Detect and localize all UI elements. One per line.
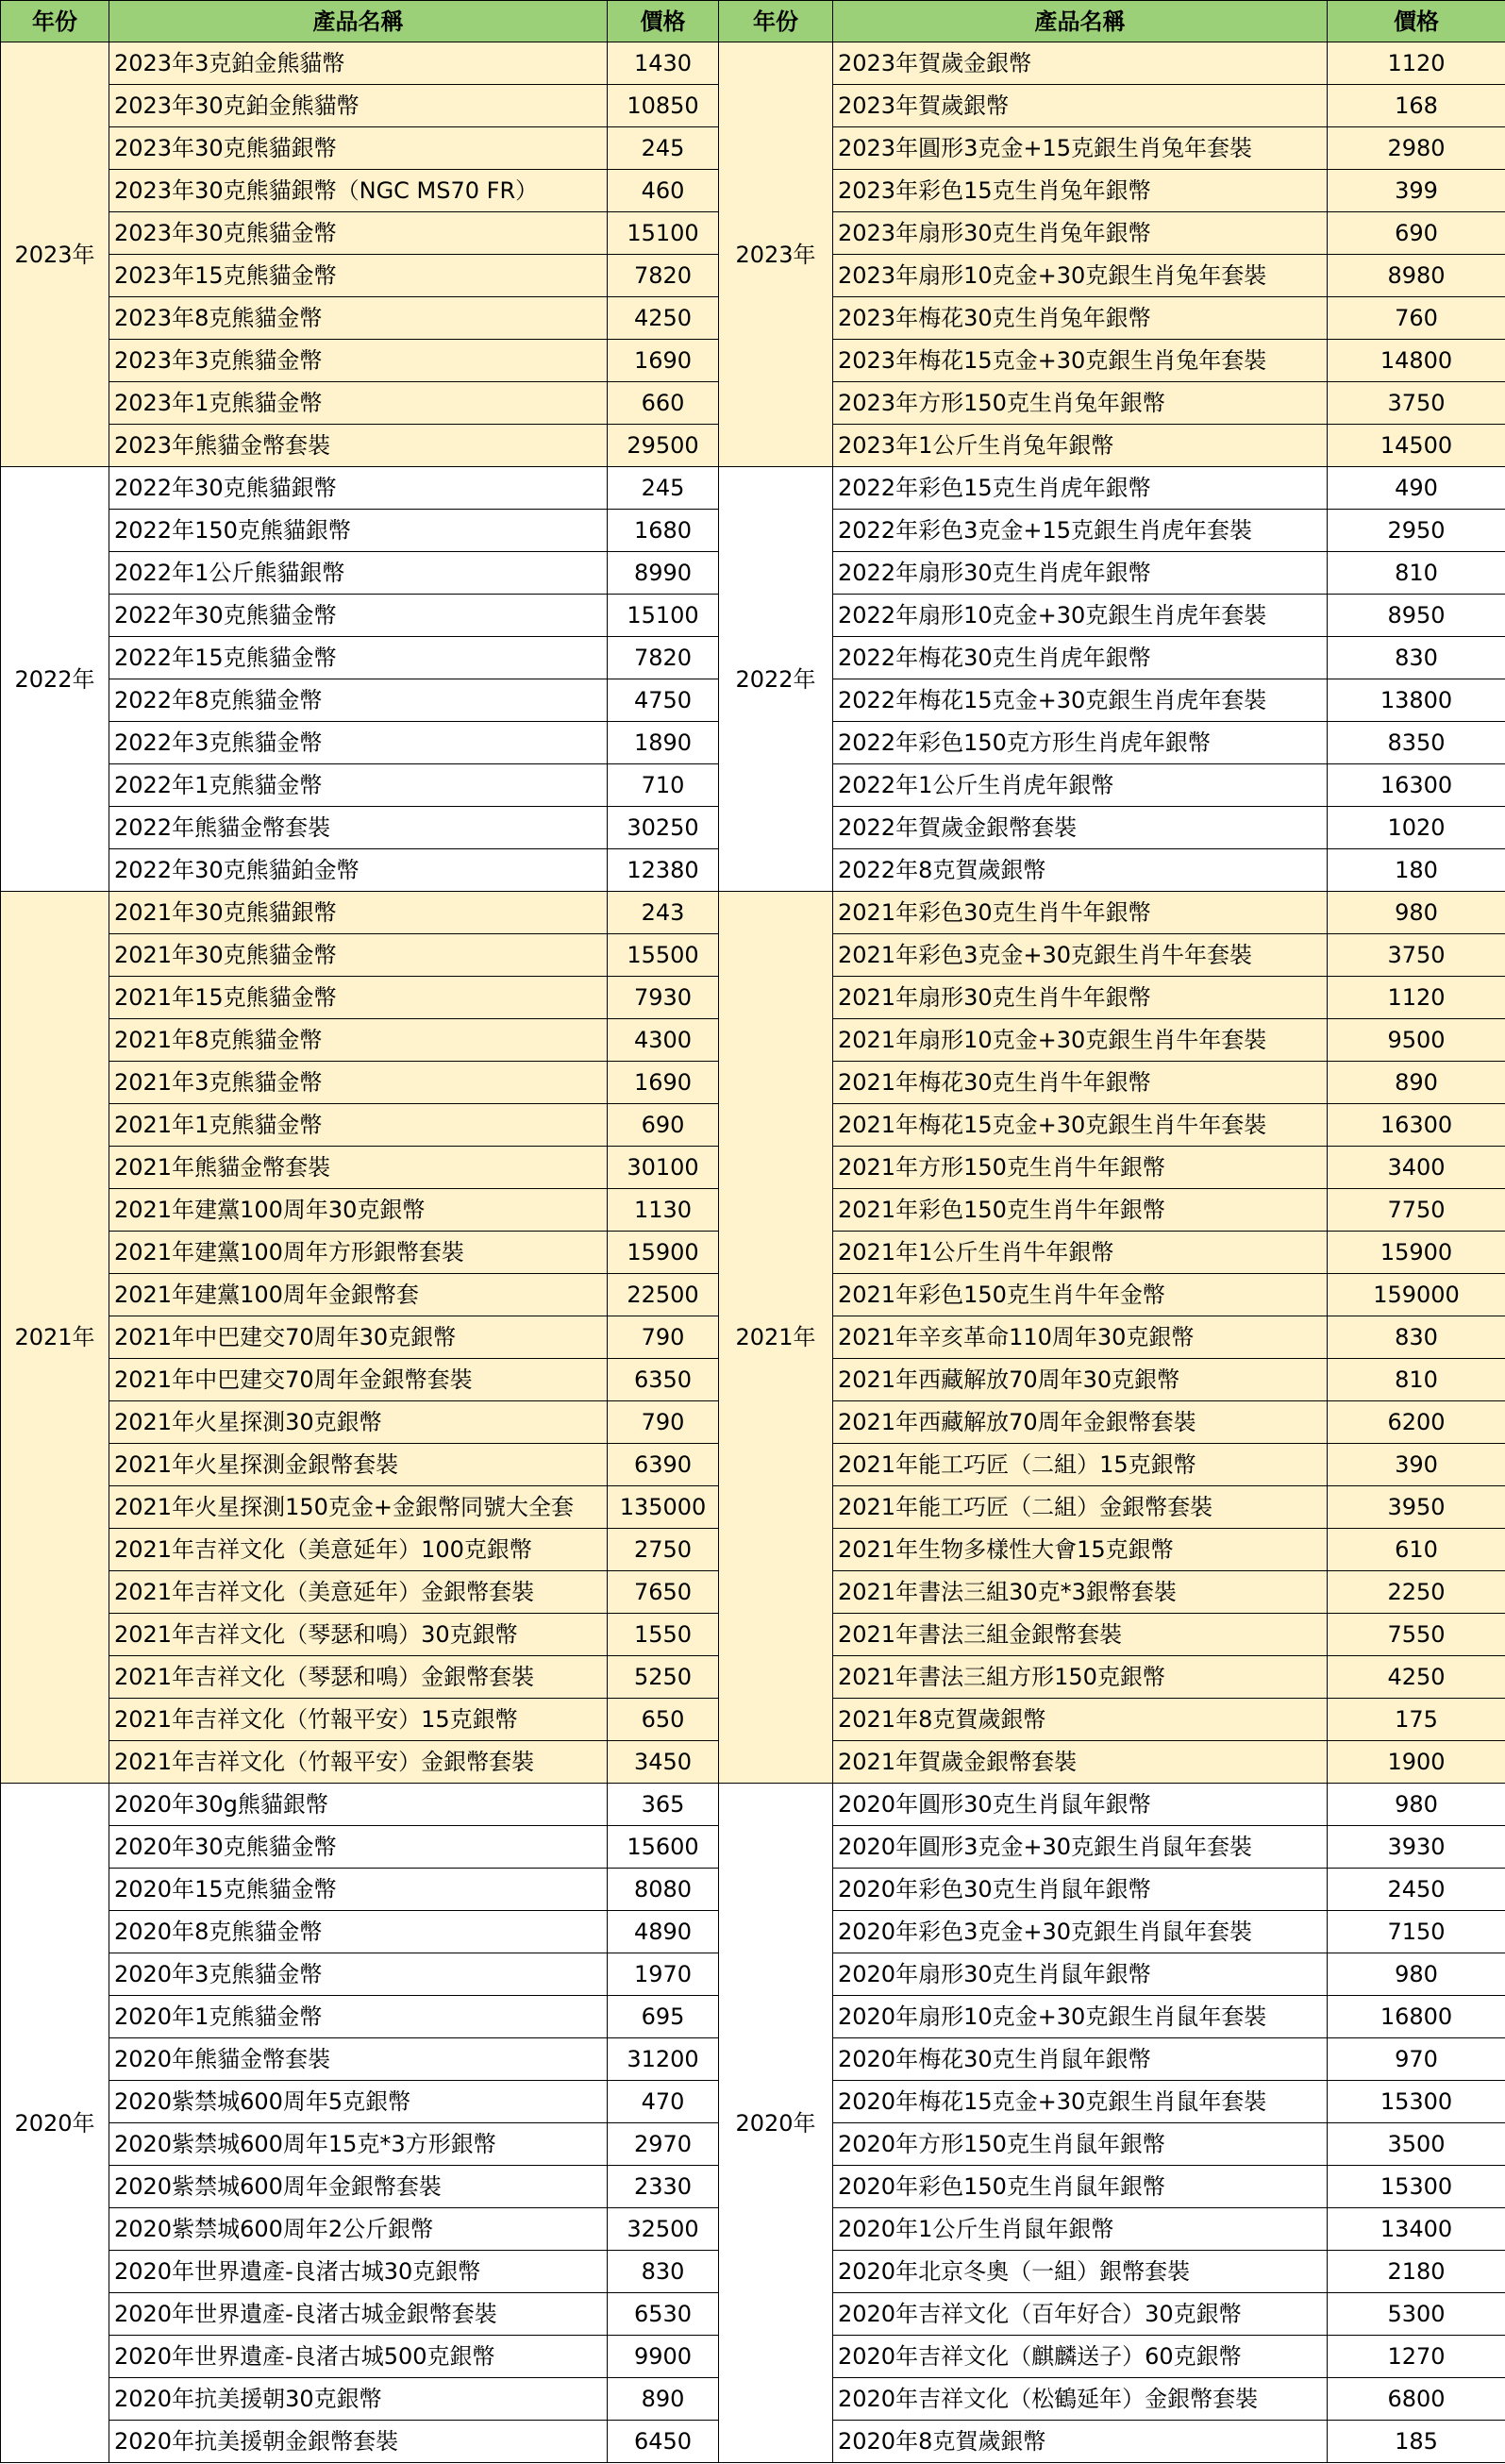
product-name-right: 2023年彩色15克生肖兔年銀幣 — [833, 170, 1328, 212]
price-right: 7750 — [1328, 1189, 1505, 1232]
table-row — [1, 467, 1505, 510]
price-right: 5300 — [1328, 2293, 1505, 2336]
product-name-right: 2022年彩色150克方形生肖虎年銀幣 — [833, 722, 1328, 764]
price-left: 6530 — [608, 2293, 719, 2336]
year-cell-right: 2023年 — [719, 42, 833, 467]
price-left: 243 — [608, 892, 719, 934]
price-left: 245 — [608, 467, 719, 510]
year-cell-left: 2021年 — [1, 892, 109, 1784]
product-name-right: 2022年扇形10克金+30克銀生肖虎年套裝 — [833, 595, 1328, 637]
product-name-right: 2022年賀歲金銀幣套裝 — [833, 807, 1328, 849]
product-name-right: 2021年書法三組金銀幣套裝 — [833, 1614, 1328, 1656]
product-name-left: 2022年150克熊貓銀幣 — [109, 510, 608, 552]
product-name-right: 2021年生物多樣性大會15克銀幣 — [833, 1529, 1328, 1571]
year-group — [1, 1784, 1505, 2463]
price-left: 6350 — [608, 1359, 719, 1401]
product-name-left: 2023年3克熊貓金幣 — [109, 340, 608, 382]
price-left: 660 — [608, 382, 719, 425]
product-name-right: 2023年方形150克生肖兔年銀幣 — [833, 382, 1328, 425]
product-name-right: 2023年梅花15克金+30克銀生肖兔年套裝 — [833, 340, 1328, 382]
product-name-right: 2021年8克賀歲銀幣 — [833, 1699, 1328, 1741]
product-name-left: 2022年30克熊貓金幣 — [109, 595, 608, 637]
price-right: 2250 — [1328, 1571, 1505, 1614]
price-right: 168 — [1328, 85, 1505, 127]
product-name-right: 2020年吉祥文化（松鶴延年）金銀幣套裝 — [833, 2378, 1328, 2421]
price-right: 3400 — [1328, 1147, 1505, 1189]
product-name-left: 2021年15克熊貓金幣 — [109, 977, 608, 1019]
price-right: 15300 — [1328, 2081, 1505, 2123]
product-name-right: 2023年1公斤生肖兔年銀幣 — [833, 425, 1328, 467]
year-group — [1, 892, 1505, 1784]
price-right: 890 — [1328, 1062, 1505, 1104]
price-right: 690 — [1328, 212, 1505, 255]
price-right: 13800 — [1328, 679, 1505, 722]
year-cell-left: 2023年 — [1, 42, 109, 467]
product-name-right: 2020年彩色150克生肖鼠年銀幣 — [833, 2166, 1328, 2208]
product-name-left: 2020年1克熊貓金幣 — [109, 1996, 608, 2038]
price-right: 760 — [1328, 297, 1505, 340]
price-left: 790 — [608, 1401, 719, 1444]
product-name-left: 2020紫禁城600周年5克銀幣 — [109, 2081, 608, 2123]
product-name-right: 2020年吉祥文化（百年好合）30克銀幣 — [833, 2293, 1328, 2336]
product-name-left: 2021年30克熊貓銀幣 — [109, 892, 608, 934]
product-name-left: 2020紫禁城600周年15克*3方形銀幣 — [109, 2123, 608, 2166]
price-right: 830 — [1328, 637, 1505, 679]
product-name-left: 2021年吉祥文化（竹報平安）15克銀幣 — [109, 1699, 608, 1741]
price-left: 7820 — [608, 255, 719, 297]
table-row — [1, 892, 1505, 934]
price-left: 15100 — [608, 212, 719, 255]
product-name-right: 2020年扇形10克金+30克銀生肖鼠年套裝 — [833, 1996, 1328, 2038]
price-right: 6800 — [1328, 2378, 1505, 2421]
price-left: 1690 — [608, 1062, 719, 1104]
price-right: 830 — [1328, 1316, 1505, 1359]
header-price-left: 價格 — [608, 1, 719, 42]
product-name-right: 2021年賀歲金銀幣套裝 — [833, 1741, 1328, 1784]
product-name-left: 2021年吉祥文化（美意延年）金銀幣套裝 — [109, 1571, 608, 1614]
product-name-right: 2021年梅花30克生肖牛年銀幣 — [833, 1062, 1328, 1104]
product-name-left: 2023年8克熊貓金幣 — [109, 297, 608, 340]
price-left: 30250 — [608, 807, 719, 849]
product-name-left: 2020年3克熊貓金幣 — [109, 1953, 608, 1996]
price-left: 3450 — [608, 1741, 719, 1784]
product-name-right: 2022年8克賀歲銀幣 — [833, 849, 1328, 892]
price-right: 980 — [1328, 1953, 1505, 1996]
product-name-left: 2022年1公斤熊貓銀幣 — [109, 552, 608, 595]
product-name-right: 2020年吉祥文化（麒麟送子）60克銀幣 — [833, 2336, 1328, 2378]
price-right: 14500 — [1328, 425, 1505, 467]
product-name-right: 2022年彩色15克生肖虎年銀幣 — [833, 467, 1328, 510]
product-name-left: 2022年8克熊貓金幣 — [109, 679, 608, 722]
year-cell-left: 2022年 — [1, 467, 109, 892]
price-right: 14800 — [1328, 340, 1505, 382]
price-left: 135000 — [608, 1486, 719, 1529]
price-left: 15600 — [608, 1826, 719, 1869]
price-left: 4300 — [608, 1019, 719, 1062]
product-name-left: 2023年3克鉑金熊貓幣 — [109, 42, 608, 85]
price-left: 460 — [608, 170, 719, 212]
price-right: 610 — [1328, 1529, 1505, 1571]
product-name-right: 2023年圓形3克金+15克銀生肖兔年套裝 — [833, 127, 1328, 170]
price-left: 2750 — [608, 1529, 719, 1571]
product-name-right: 2021年辛亥革命110周年30克銀幣 — [833, 1316, 1328, 1359]
price-right: 8980 — [1328, 255, 1505, 297]
price-left: 12380 — [608, 849, 719, 892]
product-name-right: 2021年方形150克生肖牛年銀幣 — [833, 1147, 1328, 1189]
product-name-left: 2021年3克熊貓金幣 — [109, 1062, 608, 1104]
price-left: 2970 — [608, 2123, 719, 2166]
price-left: 6390 — [608, 1444, 719, 1486]
table-row — [1, 42, 1505, 85]
price-left: 1690 — [608, 340, 719, 382]
price-left: 365 — [608, 1784, 719, 1826]
price-left: 830 — [608, 2251, 719, 2293]
price-left: 890 — [608, 2378, 719, 2421]
price-right: 490 — [1328, 467, 1505, 510]
product-name-right: 2022年梅花30克生肖虎年銀幣 — [833, 637, 1328, 679]
price-left: 4250 — [608, 297, 719, 340]
price-left: 22500 — [608, 1274, 719, 1316]
product-name-left: 2023年30克熊貓金幣 — [109, 212, 608, 255]
product-name-left: 2020年世界遺產-良渚古城30克銀幣 — [109, 2251, 608, 2293]
product-name-left: 2022年熊貓金幣套裝 — [109, 807, 608, 849]
price-right: 3750 — [1328, 382, 1505, 425]
product-name-left: 2023年熊貓金幣套裝 — [109, 425, 608, 467]
price-right: 1120 — [1328, 977, 1505, 1019]
price-left: 8080 — [608, 1869, 719, 1911]
product-name-right: 2020年圓形3克金+30克銀生肖鼠年套裝 — [833, 1826, 1328, 1869]
year-group — [1, 42, 1505, 467]
product-name-left: 2021年火星探測30克銀幣 — [109, 1401, 608, 1444]
product-name-left: 2021年火星探測金銀幣套裝 — [109, 1444, 608, 1486]
header-year-right: 年份 — [719, 1, 833, 42]
price-right: 970 — [1328, 2038, 1505, 2081]
product-name-right: 2023年賀歲金銀幣 — [833, 42, 1328, 85]
product-name-left: 2020年8克熊貓金幣 — [109, 1911, 608, 1953]
product-name-right: 2021年彩色3克金+30克銀生肖牛年套裝 — [833, 934, 1328, 977]
price-left: 9900 — [608, 2336, 719, 2378]
product-name-right: 2021年梅花15克金+30克銀生肖牛年套裝 — [833, 1104, 1328, 1147]
price-right: 2180 — [1328, 2251, 1505, 2293]
price-left: 1970 — [608, 1953, 719, 1996]
price-left: 7650 — [608, 1571, 719, 1614]
price-right: 159000 — [1328, 1274, 1505, 1316]
product-name-right: 2020年彩色3克金+30克銀生肖鼠年套裝 — [833, 1911, 1328, 1953]
product-name-left: 2023年30克熊貓銀幣 — [109, 127, 608, 170]
price-left: 15500 — [608, 934, 719, 977]
product-name-right: 2021年西藏解放70周年金銀幣套裝 — [833, 1401, 1328, 1444]
price-right: 16800 — [1328, 1996, 1505, 2038]
product-name-right: 2020年方形150克生肖鼠年銀幣 — [833, 2123, 1328, 2166]
price-left: 29500 — [608, 425, 719, 467]
price-left: 695 — [608, 1996, 719, 2038]
product-name-right: 2021年扇形30克生肖牛年銀幣 — [833, 977, 1328, 1019]
product-name-left: 2023年30克熊貓銀幣（NGC MS70 FR） — [109, 170, 608, 212]
product-name-right: 2023年扇形10克金+30克銀生肖兔年套裝 — [833, 255, 1328, 297]
product-name-right: 2021年彩色30克生肖牛年銀幣 — [833, 892, 1328, 934]
product-name-right: 2023年扇形30克生肖兔年銀幣 — [833, 212, 1328, 255]
price-right: 390 — [1328, 1444, 1505, 1486]
header-row — [1, 1, 1505, 42]
product-name-right: 2021年能工巧匠（二組）金銀幣套裝 — [833, 1486, 1328, 1529]
price-right: 2950 — [1328, 510, 1505, 552]
product-name-right: 2021年1公斤生肖牛年銀幣 — [833, 1232, 1328, 1274]
price-right: 15300 — [1328, 2166, 1505, 2208]
year-cell-right: 2020年 — [719, 1784, 833, 2463]
product-name-right: 2020年彩色30克生肖鼠年銀幣 — [833, 1869, 1328, 1911]
price-right: 13400 — [1328, 2208, 1505, 2251]
product-name-right: 2020年1公斤生肖鼠年銀幣 — [833, 2208, 1328, 2251]
price-right: 3500 — [1328, 2123, 1505, 2166]
product-name-left: 2020紫禁城600周年2公斤銀幣 — [109, 2208, 608, 2251]
product-name-left: 2020年30g熊貓銀幣 — [109, 1784, 608, 1826]
year-cell-left: 2020年 — [1, 1784, 109, 2463]
price-right: 9500 — [1328, 1019, 1505, 1062]
product-name-right: 2020年扇形30克生肖鼠年銀幣 — [833, 1953, 1328, 1996]
price-left: 6450 — [608, 2421, 719, 2463]
product-name-left: 2021年1克熊貓金幣 — [109, 1104, 608, 1147]
product-name-left: 2020年世界遺產-良渚古城金銀幣套裝 — [109, 2293, 608, 2336]
product-name-left: 2022年1克熊貓金幣 — [109, 764, 608, 807]
product-name-right: 2022年1公斤生肖虎年銀幣 — [833, 764, 1328, 807]
price-left: 15100 — [608, 595, 719, 637]
product-name-left: 2021年中巴建交70周年30克銀幣 — [109, 1316, 608, 1359]
price-right: 3930 — [1328, 1826, 1505, 1869]
price-left: 470 — [608, 2081, 719, 2123]
product-name-right: 2021年書法三組方形150克銀幣 — [833, 1656, 1328, 1699]
price-right: 180 — [1328, 849, 1505, 892]
price-left: 31200 — [608, 2038, 719, 2081]
price-right: 7550 — [1328, 1614, 1505, 1656]
price-left: 7820 — [608, 637, 719, 679]
product-name-left: 2021年建黨100周年方形銀幣套裝 — [109, 1232, 608, 1274]
price-left: 245 — [608, 127, 719, 170]
price-right: 399 — [1328, 170, 1505, 212]
price-left: 1680 — [608, 510, 719, 552]
price-left: 32500 — [608, 2208, 719, 2251]
year-cell-right: 2022年 — [719, 467, 833, 892]
header-price-right: 價格 — [1328, 1, 1505, 42]
year-cell-right: 2021年 — [719, 892, 833, 1784]
product-name-left: 2021年30克熊貓金幣 — [109, 934, 608, 977]
product-name-left: 2021年建黨100周年金銀幣套 — [109, 1274, 608, 1316]
product-name-right: 2020年8克賀歲銀幣 — [833, 2421, 1328, 2463]
price-left: 1890 — [608, 722, 719, 764]
price-left: 30100 — [608, 1147, 719, 1189]
product-name-left: 2021年火星探測150克金+金銀幣同號大全套 — [109, 1486, 608, 1529]
product-name-left: 2020年抗美援朝金銀幣套裝 — [109, 2421, 608, 2463]
price-left: 7930 — [608, 977, 719, 1019]
price-right: 185 — [1328, 2421, 1505, 2463]
product-name-right: 2020年梅花15克金+30克銀生肖鼠年套裝 — [833, 2081, 1328, 2123]
price-right: 6200 — [1328, 1401, 1505, 1444]
product-name-left: 2021年吉祥文化（竹報平安）金銀幣套裝 — [109, 1741, 608, 1784]
price-right: 3950 — [1328, 1486, 1505, 1529]
price-left: 1430 — [608, 42, 719, 85]
product-name-left: 2022年30克熊貓銀幣 — [109, 467, 608, 510]
product-name-left: 2023年15克熊貓金幣 — [109, 255, 608, 297]
product-name-left: 2021年吉祥文化（美意延年）100克銀幣 — [109, 1529, 608, 1571]
price-right: 1120 — [1328, 42, 1505, 85]
price-left: 690 — [608, 1104, 719, 1147]
product-name-right: 2020年北京冬奧（一組）銀幣套裝 — [833, 2251, 1328, 2293]
product-name-left: 2020年熊貓金幣套裝 — [109, 2038, 608, 2081]
product-name-right: 2021年扇形10克金+30克銀生肖牛年套裝 — [833, 1019, 1328, 1062]
price-left: 5250 — [608, 1656, 719, 1699]
price-left: 1130 — [608, 1189, 719, 1232]
product-name-right: 2023年梅花30克生肖兔年銀幣 — [833, 297, 1328, 340]
product-name-right: 2021年能工巧匠（二組）15克銀幣 — [833, 1444, 1328, 1486]
price-right: 980 — [1328, 1784, 1505, 1826]
price-left: 10850 — [608, 85, 719, 127]
price-left: 650 — [608, 1699, 719, 1741]
price-left: 4750 — [608, 679, 719, 722]
product-name-right: 2022年彩色3克金+15克銀生肖虎年套裝 — [833, 510, 1328, 552]
price-right: 15900 — [1328, 1232, 1505, 1274]
table-header — [1, 1, 1505, 42]
price-right: 16300 — [1328, 1104, 1505, 1147]
price-right: 3750 — [1328, 934, 1505, 977]
header-year-left: 年份 — [1, 1, 109, 42]
product-name-left: 2020年30克熊貓金幣 — [109, 1826, 608, 1869]
product-name-right: 2021年彩色150克生肖牛年銀幣 — [833, 1189, 1328, 1232]
price-right: 810 — [1328, 1359, 1505, 1401]
product-name-left: 2020年抗美援朝30克銀幣 — [109, 2378, 608, 2421]
price-right: 175 — [1328, 1699, 1505, 1741]
product-name-right: 2021年彩色150克生肖牛年金幣 — [833, 1274, 1328, 1316]
product-name-right: 2020年圓形30克生肖鼠年銀幣 — [833, 1784, 1328, 1826]
product-name-right: 2023年賀歲銀幣 — [833, 85, 1328, 127]
price-left: 710 — [608, 764, 719, 807]
price-right: 7150 — [1328, 1911, 1505, 1953]
product-name-left: 2023年1克熊貓金幣 — [109, 382, 608, 425]
product-name-left: 2023年30克鉑金熊貓幣 — [109, 85, 608, 127]
product-name-left: 2020年世界遺產-良渚古城500克銀幣 — [109, 2336, 608, 2378]
product-name-left: 2022年30克熊貓鉑金幣 — [109, 849, 608, 892]
product-name-left: 2021年吉祥文化（琴瑟和鳴）30克銀幣 — [109, 1614, 608, 1656]
price-right: 2450 — [1328, 1869, 1505, 1911]
product-name-left: 2020紫禁城600周年金銀幣套裝 — [109, 2166, 608, 2208]
price-right: 2980 — [1328, 127, 1505, 170]
price-left: 8990 — [608, 552, 719, 595]
price-left: 1550 — [608, 1614, 719, 1656]
price-right: 1020 — [1328, 807, 1505, 849]
price-right: 1900 — [1328, 1741, 1505, 1784]
product-name-right: 2020年梅花30克生肖鼠年銀幣 — [833, 2038, 1328, 2081]
product-name-left: 2022年3克熊貓金幣 — [109, 722, 608, 764]
product-name-right: 2021年西藏解放70周年30克銀幣 — [833, 1359, 1328, 1401]
header-name-left: 產品名稱 — [109, 1, 608, 42]
price-right: 810 — [1328, 552, 1505, 595]
price-left: 4890 — [608, 1911, 719, 1953]
product-name-left: 2021年熊貓金幣套裝 — [109, 1147, 608, 1189]
product-name-right: 2022年梅花15克金+30克銀生肖虎年套裝 — [833, 679, 1328, 722]
price-right: 16300 — [1328, 764, 1505, 807]
product-name-left: 2020年15克熊貓金幣 — [109, 1869, 608, 1911]
price-right: 8950 — [1328, 595, 1505, 637]
product-name-left: 2022年15克熊貓金幣 — [109, 637, 608, 679]
price-right: 4250 — [1328, 1656, 1505, 1699]
price-left: 15900 — [608, 1232, 719, 1274]
table-row — [1, 1784, 1505, 1826]
product-name-left: 2021年建黨100周年30克銀幣 — [109, 1189, 608, 1232]
price-right: 8350 — [1328, 722, 1505, 764]
header-name-right: 產品名稱 — [833, 1, 1328, 42]
product-name-left: 2021年8克熊貓金幣 — [109, 1019, 608, 1062]
product-name-right: 2022年扇形30克生肖虎年銀幣 — [833, 552, 1328, 595]
price-left: 790 — [608, 1316, 719, 1359]
price-right: 980 — [1328, 892, 1505, 934]
price-right: 1270 — [1328, 2336, 1505, 2378]
product-name-left: 2021年吉祥文化（琴瑟和鳴）金銀幣套裝 — [109, 1656, 608, 1699]
product-name-left: 2021年中巴建交70周年金銀幣套裝 — [109, 1359, 608, 1401]
price-left: 2330 — [608, 2166, 719, 2208]
product-name-right: 2021年書法三組30克*3銀幣套裝 — [833, 1571, 1328, 1614]
year-group — [1, 467, 1505, 892]
